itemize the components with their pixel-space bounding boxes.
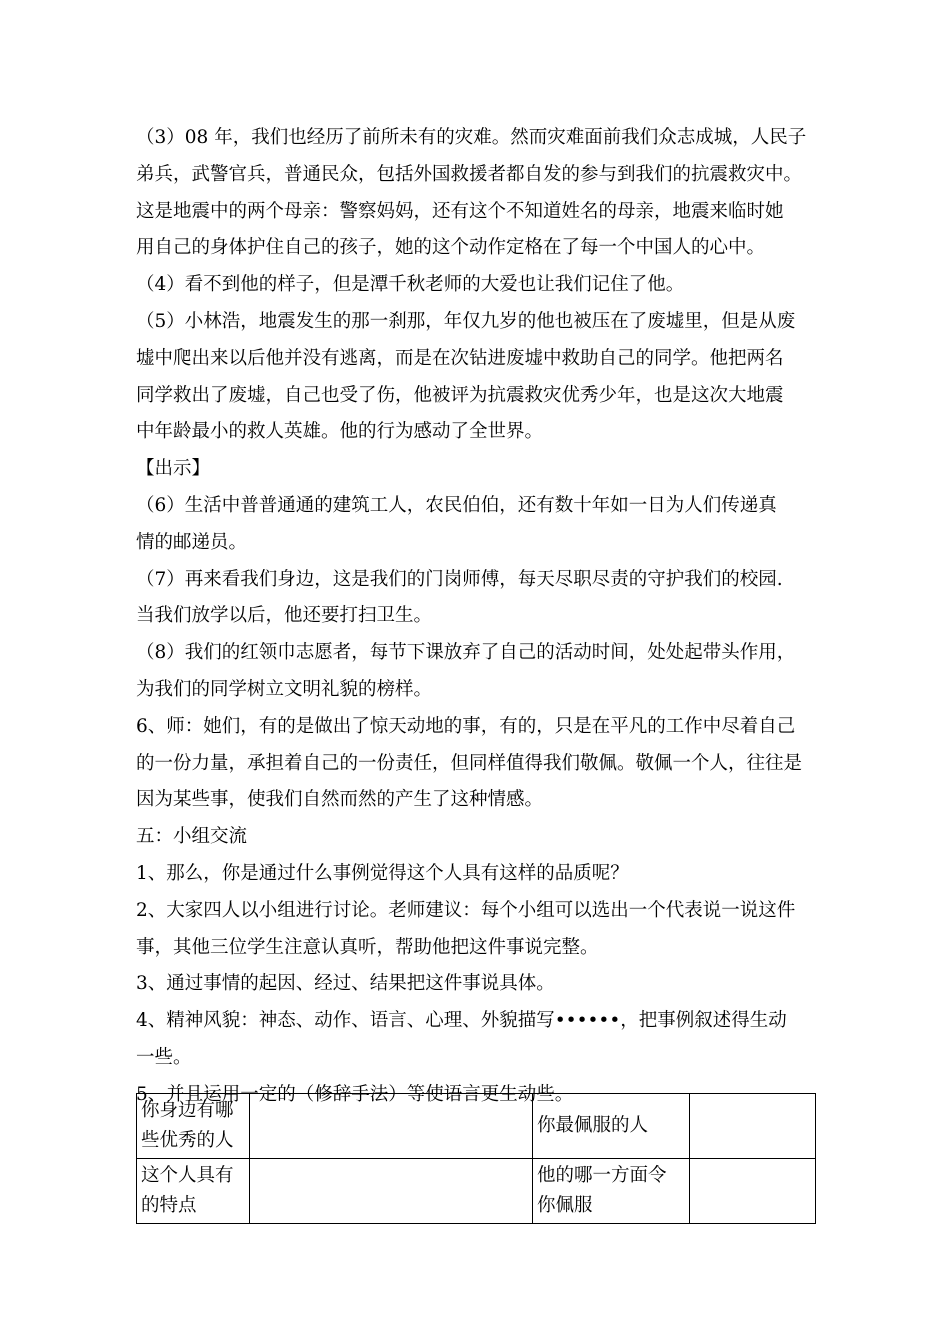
document-body	[136, 120, 816, 1114]
text-line: 这是地震中的两个母亲：警察妈妈，还有这个不知道姓名的母亲，地震来临时她	[136, 200, 784, 222]
table-blank-cell	[690, 1159, 816, 1224]
worksheet-table	[136, 1093, 816, 1224]
table-label-cell	[533, 1159, 690, 1224]
text-line: 当我们放学以后，他还要打扫卫生。	[136, 605, 433, 627]
cell-text: 的特点	[141, 1195, 197, 1216]
table-blank-cell	[690, 1094, 816, 1159]
table-blank-cell	[250, 1094, 533, 1159]
cell-text: 你身边有哪	[141, 1100, 234, 1121]
text-line: 2、大家四人以小组进行讨论。老师建议：每个小组可以选出一个代表说一说这件	[136, 899, 796, 921]
text-line: 用自己的身体护住自己的孩子，她的这个动作定格在了每一个中国人的心中。	[136, 237, 766, 259]
cell-text: 你佩服	[537, 1195, 593, 1216]
text-line: 5、并且运用一定的（修辞手法）等使语言更生动些。	[136, 1083, 574, 1105]
table-label-cell	[533, 1094, 690, 1159]
worksheet-table-container	[136, 1093, 815, 1224]
table-label-cell	[137, 1159, 250, 1224]
table-row	[137, 1094, 816, 1159]
table-row	[137, 1159, 816, 1224]
text-line: 为我们的同学树立文明礼貌的榜样。	[136, 678, 433, 700]
table-blank-cell	[250, 1159, 533, 1224]
cell-text: 些优秀的人	[141, 1130, 234, 1151]
text-line: 的一份力量，承担着自己的一份责任，但同样值得我们敬佩。敬佩一个人，往往是	[136, 752, 803, 774]
text-line: （7）再来看我们身边，这是我们的门岗师傅，每天尽职尽责的守护我们的校园.	[136, 568, 783, 590]
text-line: 同学救出了废墟，自己也受了伤，他被评为抗震救灾优秀少年，也是这次大地震	[136, 384, 784, 406]
text-line: 弟兵，武警官兵，普通民众，包括外国救援者都自发的参与到我们的抗震救灾中。	[136, 163, 803, 185]
text-line: （5）小林浩，地震发生的那一刹那，年仅九岁的他也被压在了废墟里，但是从废	[136, 310, 796, 332]
section-heading: 【出示】	[136, 458, 211, 480]
cell-text: 他的哪一方面令	[537, 1165, 667, 1186]
section-heading: 五：小组交流	[136, 826, 248, 848]
text-line: 因为某些事，使我们自然而然的产生了这种情感。	[136, 789, 544, 811]
text-line: （8）我们的红领巾志愿者，每节下课放弃了自己的活动时间，处处起带头作用，	[136, 642, 796, 664]
text-line: 情的邮递员。	[136, 531, 248, 553]
text-line: （3）08 年，我们也经历了前所未有的灾难。然而灾难面前我们众志成城，人民子	[136, 127, 807, 148]
table-label-cell	[137, 1094, 250, 1159]
text-line: （6）生活中普普通通的建筑工人，农民伯伯，还有数十年如一日为人们传递真	[136, 494, 777, 516]
text-line: 一些。	[136, 1046, 192, 1068]
cell-text: 你最佩服的人	[537, 1115, 649, 1136]
text-line: 4、精神风貌：神态、动作、语言、心理、外貌描写••••••，把事例叙述得生动	[136, 1010, 787, 1032]
text-line: 中年龄最小的救人英雄。他的行为感动了全世界。	[136, 421, 544, 443]
text-line: 墟中爬出来以后他并没有逃离，而是在次钻进废墟中救助自己的同学。他把两名	[136, 347, 784, 369]
cell-text: 这个人具有	[141, 1165, 234, 1186]
text-line: 3、通过事情的起因、经过、结果把这件事说具体。	[136, 973, 555, 995]
text-line: 6、师：她们，有的是做出了惊天动地的事，有的，只是在平凡的工作中尽着自己	[136, 715, 796, 737]
text-line: 1、那么，你是通过什么事例觉得这个人具有这样的品质呢？	[136, 862, 629, 884]
text-line: （4）看不到他的样子，但是潭千秋老师的大爱也让我们记住了他。	[136, 274, 685, 296]
text-line: 事，其他三位学生注意认真听，帮助他把这件事说完整。	[136, 936, 599, 958]
